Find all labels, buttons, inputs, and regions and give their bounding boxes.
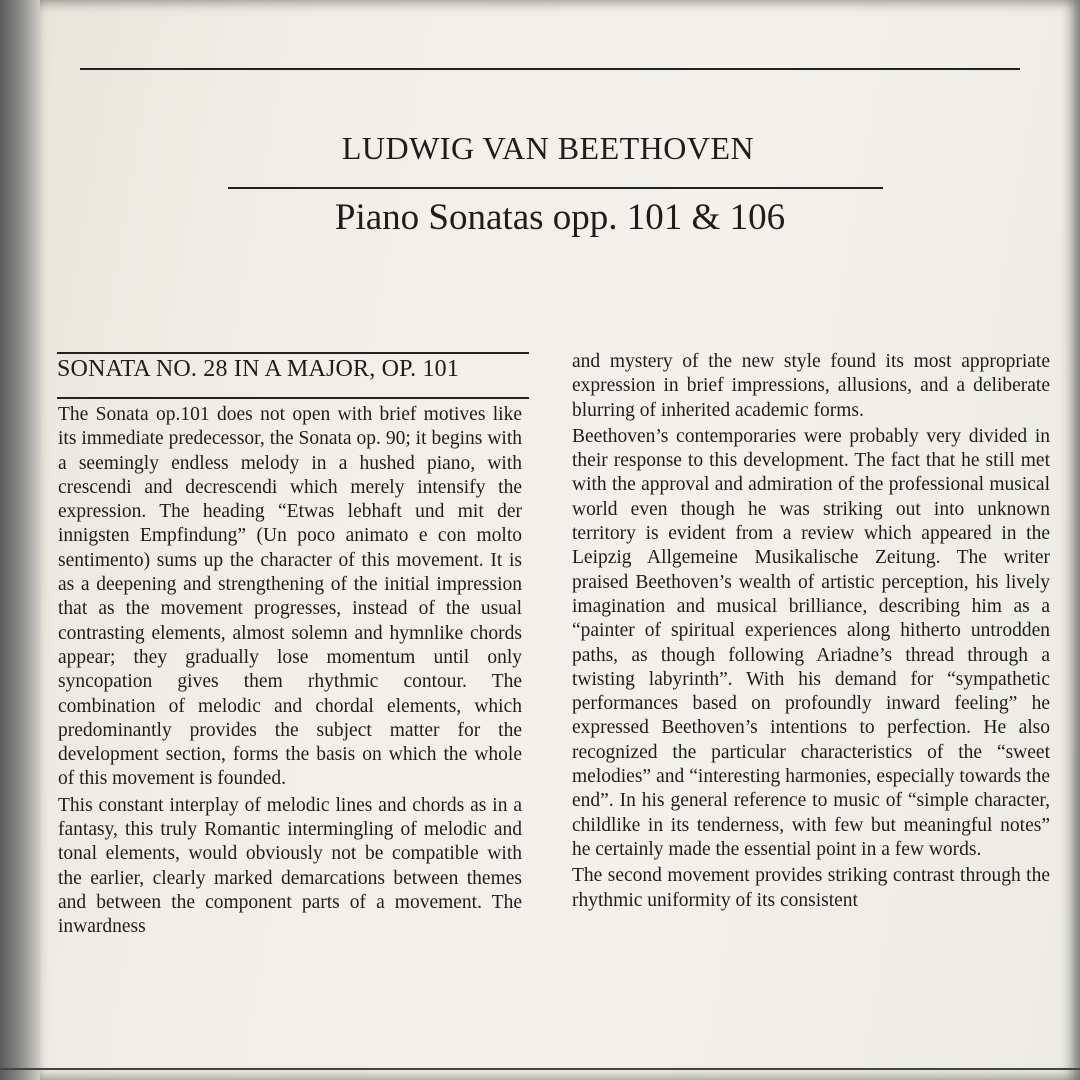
work-title: Piano Sonatas opp. 101 & 106 xyxy=(334,197,786,238)
right-column xyxy=(572,350,1050,913)
section-rule-bottom xyxy=(57,397,529,399)
left-column xyxy=(58,403,522,940)
right-paragraph-2: Beethoven’s contemporaries were probably very divided in their response to this development. The fact that he still met with the approval and admiration of the professional musical world even though he was striking out into unknown territory is evident from a review which appeared in the Leipzig Allgemeine Musikalische Zeitung. The writer praised Beethoven’s wealth of artistic perception, his lively imagination and musical brilliance, describing him as a “painter of spiritual experiences along hitherto untrodden paths, as though following Ariadne’s thread through a twisting labyrinth”. With his demand for “sympathetic performances based on profoundly inward feeling” he expressed Beethoven’s intentions to perfection. He also recognized the particular characteristics of the “sweet melodies” and “interesting harmonies, especially towards the end”. In his general reference to music of “simple character, childlike in its tenderness, with few but meaningful notes” he certainly made the essential point in a few words. xyxy=(572,425,1050,860)
right-paragraph-3: The second movement provides striking contrast through the rhythmic uniformity of its consistent xyxy=(572,865,1050,911)
right-paragraph-1: and mystery of the new style found its most appropriate expression in brief impressions, allusions, and a deliberate blurring of inherited academic forms. xyxy=(572,351,1050,421)
section-rule-top xyxy=(57,352,529,354)
header-rule xyxy=(80,68,1020,70)
left-paragraph-1: The Sonata op.101 does not open with brief motives like its immediate predecessor, the Sonata op. 90; it begins with a seemingly endless melody in a hushed piano, with crescendi and decrescendi which merely intensify the expression. The heading “Etwas lebhaft und mit der innigsten Empfindung” (Un poco animato e con molto sentimento) sums up the character of this movement. It is as a deepening and strengthening of the initial impression that as the movement progresses, instead of the usual contrasting elements, almost solemn and hymnlike chords appear; they gradually lose momentum until only syncopation gives them rhythmic contour. The combination of melodic and chordal elements, which predominantly provides the subject matter for the development section, forms the basis on which the whole of this movement is founded. xyxy=(58,404,522,790)
section-title: SONATA NO. 28 IN A MAJOR, OP. 101 xyxy=(57,356,460,382)
left-paragraph-2: This constant interplay of melodic lines and chords as in a fantasy, this truly Romantic intermingling of melodic and tonal elements, would obviously not be compatible with the earlier, clearly marked demarcations between themes and between the component parts of a movement. The inwardness xyxy=(58,794,522,938)
composer-underline xyxy=(228,187,883,189)
footer-rule xyxy=(0,1068,1080,1070)
composer-heading: LUDWIG VAN BEETHOVEN xyxy=(341,130,755,166)
